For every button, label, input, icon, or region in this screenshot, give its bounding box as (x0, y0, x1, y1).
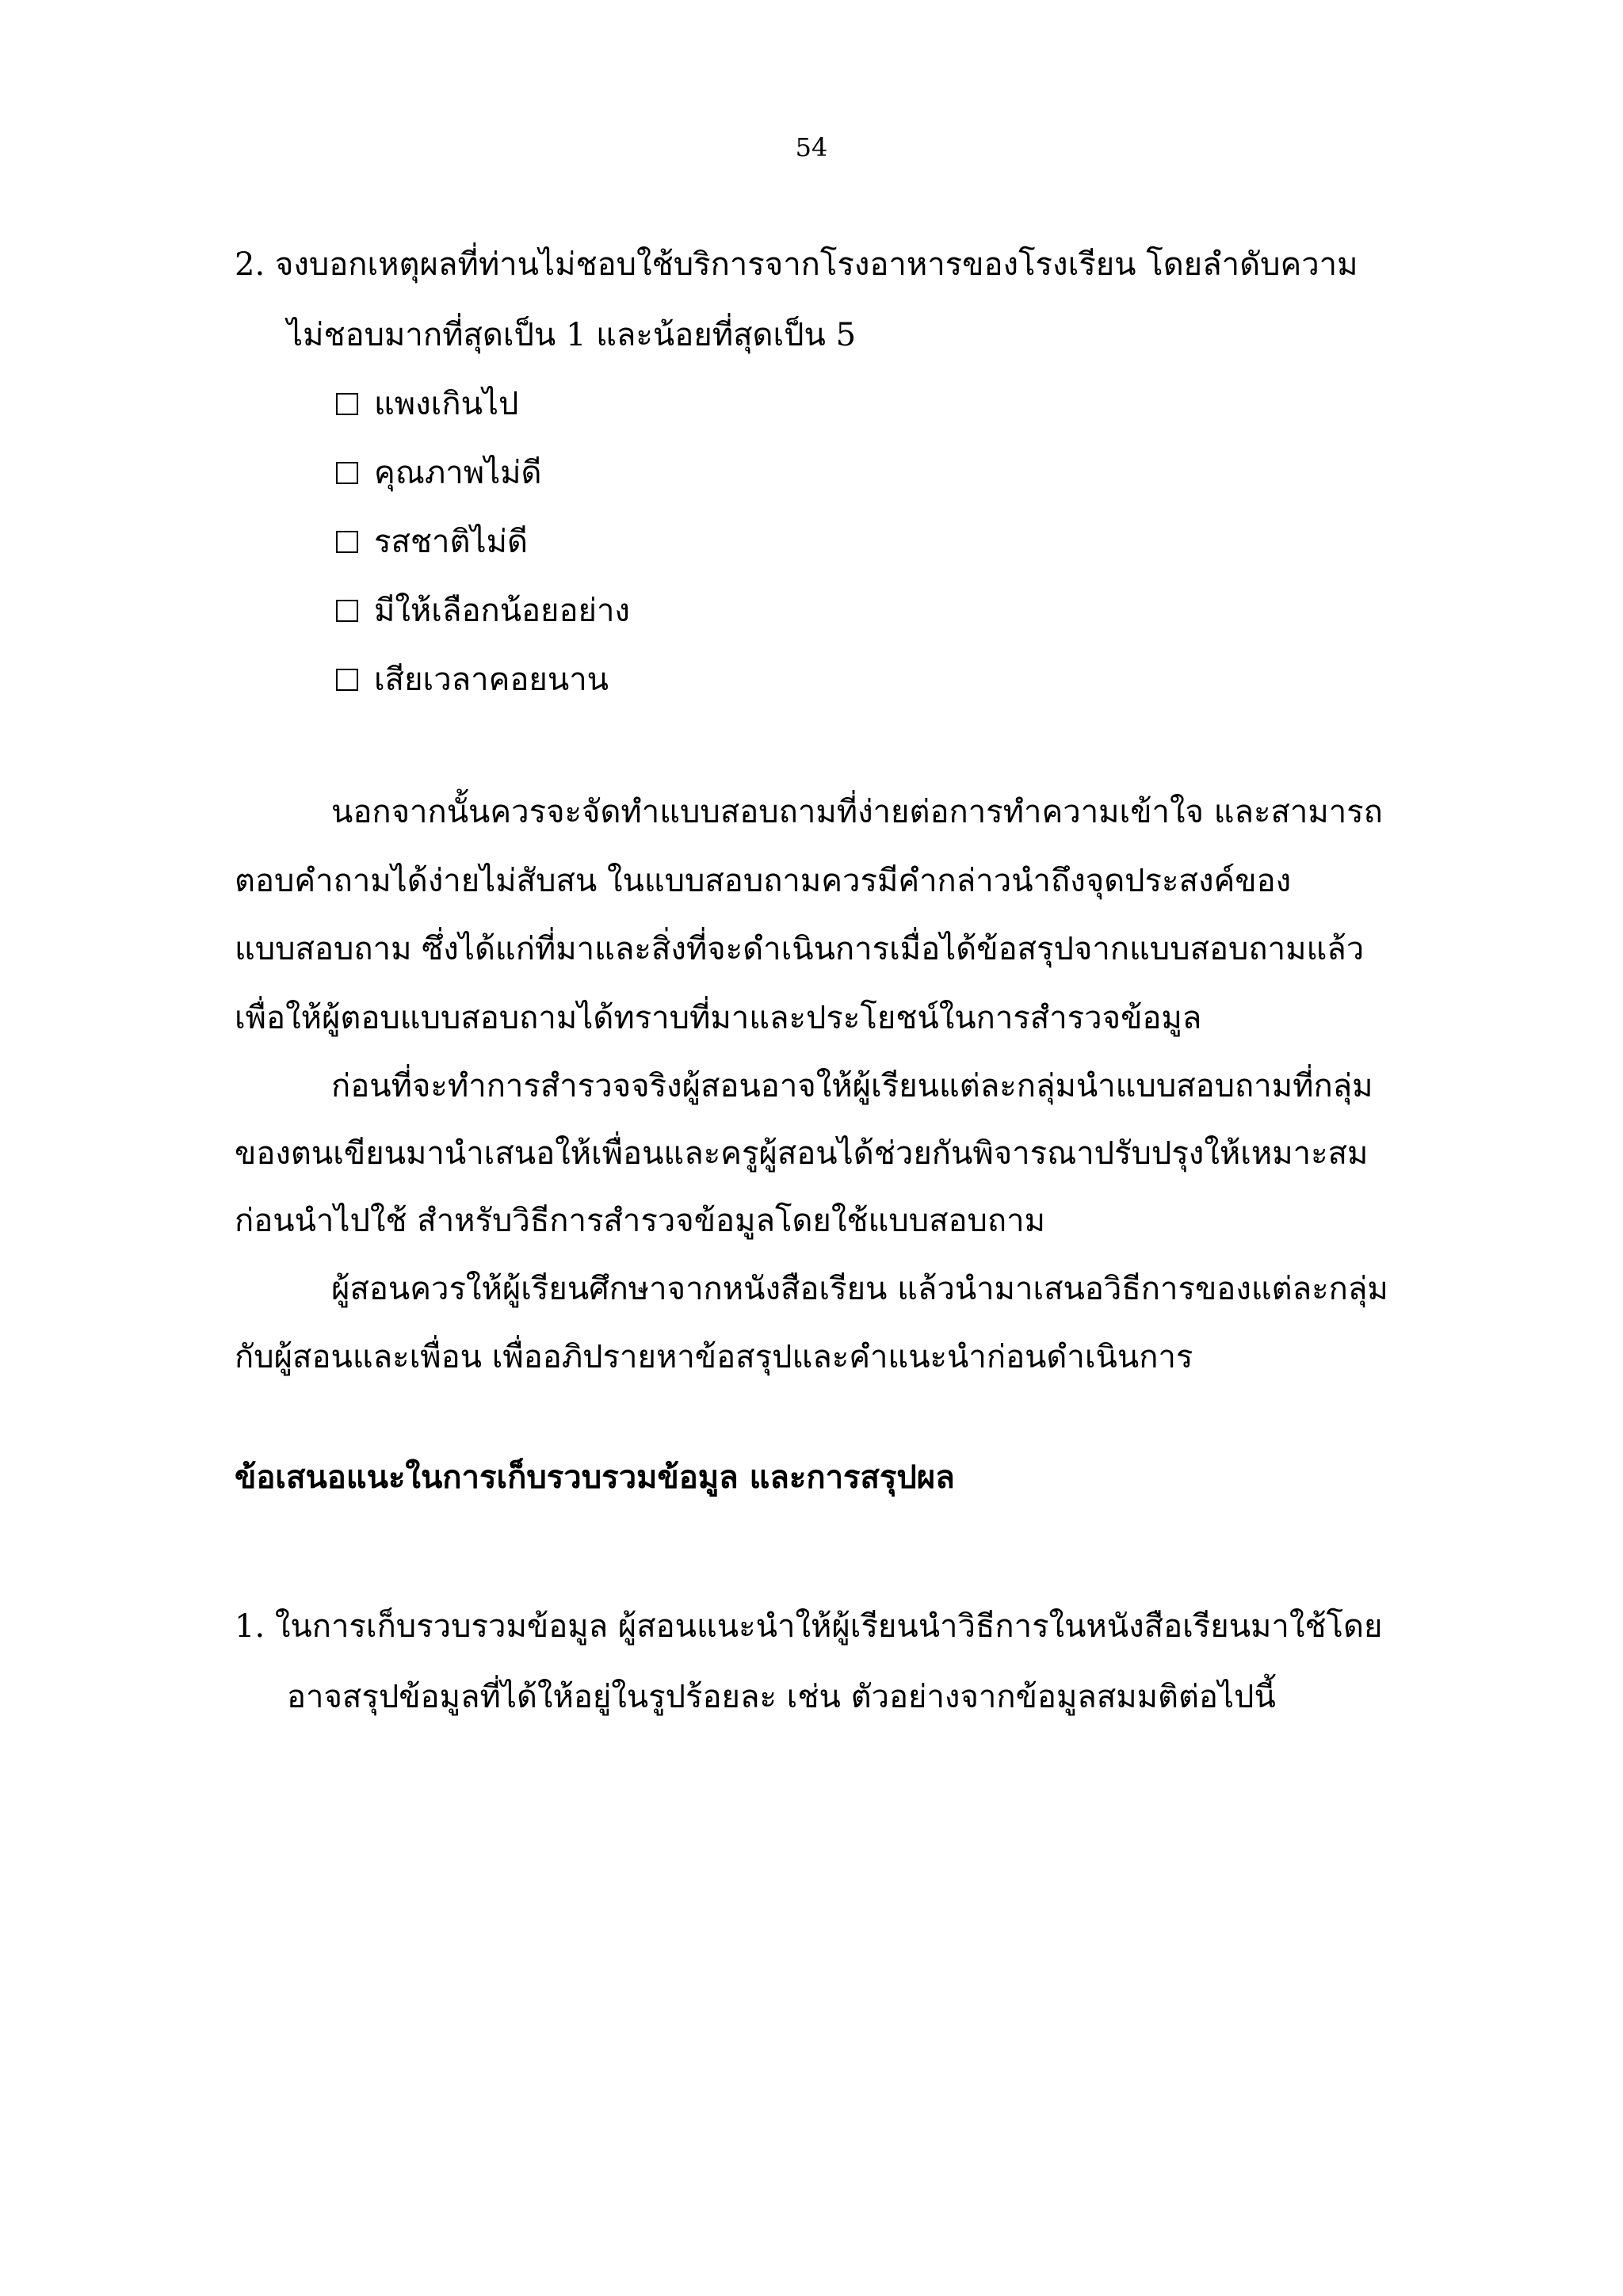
paragraph-1-line-1: นอกจากนั้นควรจะจัดทำแบบสอบถามที่ง่ายต่อการทำความเข้าใจ และสามารถ (331, 794, 1383, 830)
paragraph-1-line-3: แบบสอบถาม ซึ่งได้แก่ที่มาและสิ่งที่จะดำเนินการเมื่อได้ข้อสรุปจากแบบสอบถามแล้ว (235, 931, 1365, 967)
option-label: คุณภาพไม่ดี (374, 455, 542, 491)
item-1-line-1: 1. ในการเก็บรวบรวมข้อมูล ผู้สอนแนะนำให้ผู้เรียนนำวิธีการในหนังสือเรียนมาใช้โดย (235, 1608, 1383, 1645)
option-label: แพงเกินไป (374, 386, 519, 422)
checkbox-icon[interactable] (336, 462, 358, 484)
checkbox-icon[interactable] (336, 531, 358, 553)
paragraph-2-line-2: ของตนเขียนมานำเสนอให้เพื่อนและครูผู้สอนได้ช่วยกันพิจารณาปรับปรุงให้เหมาะสม (235, 1135, 1369, 1172)
checkbox-icon[interactable] (336, 669, 358, 691)
option-label: มีให้เลือกน้อยอย่าง (374, 593, 630, 629)
paragraph-1-line-2: ตอบคำถามได้ง่ายไม่สับสน ในแบบสอบถามควรมีคำกล่าวนำถึงจุดประสงค์ของ (235, 863, 1292, 899)
option-label: เสียเวลาคอยนาน (374, 662, 609, 698)
question-2-line-1: 2. จงบอกเหตุผลที่ท่านไม่ชอบใช้บริการจากโรงอาหารของโรงเรียน โดยลำดับความ (235, 246, 1358, 283)
paragraph-2-line-1: ก่อนที่จะทำการสำรวจจริงผู้สอนอาจให้ผู้เรียนแต่ละกลุ่มนำแบบสอบถามที่กลุ่ม (331, 1068, 1373, 1104)
option-checkbox-row[interactable] (336, 451, 542, 495)
question-2-line-2: ไม่ชอบมากที่สุดเป็น 1 และน้อยที่สุดเป็น 5 (287, 317, 857, 353)
checkbox-icon[interactable] (336, 393, 358, 415)
option-checkbox-row[interactable] (336, 589, 630, 633)
paragraph-3-line-1: ผู้สอนควรให้ผู้เรียนศึกษาจากหนังสือเรียน แล้วนำมาเสนอวิธีการของแต่ละกลุ่ม (331, 1271, 1388, 1307)
paragraph-1-line-4: เพื่อให้ผู้ตอบแบบสอบถามได้ทราบที่มาและประโยชน์ในการสำรวจข้อมูล (235, 1000, 1202, 1036)
page-number: 54 (795, 132, 828, 162)
section-heading: ข้อเสนอแนะในการเก็บรวบรวมข้อมูล และการสรุปผล (235, 1459, 955, 1496)
paragraph-3-line-2: กับผู้สอนและเพื่อน เพื่ออภิปรายหาข้อสรุปและคำแนะนำก่อนดำเนินการ (235, 1339, 1193, 1375)
item-1-line-2: อาจสรุปข้อมูลที่ได้ให้อยู่ในรูปร้อยละ เช่น ตัวอย่างจากข้อมูลสมมติต่อไปนี้ (287, 1679, 1276, 1715)
option-label: รสชาติไม่ดี (374, 524, 528, 560)
paragraph-2-line-3: ก่อนนำไปใช้ สำหรับวิธีการสำรวจข้อมูลโดยใช้แบบสอบถาม (235, 1203, 1045, 1239)
option-checkbox-row[interactable] (336, 658, 609, 702)
checkbox-icon[interactable] (336, 600, 358, 622)
option-checkbox-row[interactable] (336, 520, 528, 564)
option-checkbox-row[interactable] (336, 382, 518, 426)
